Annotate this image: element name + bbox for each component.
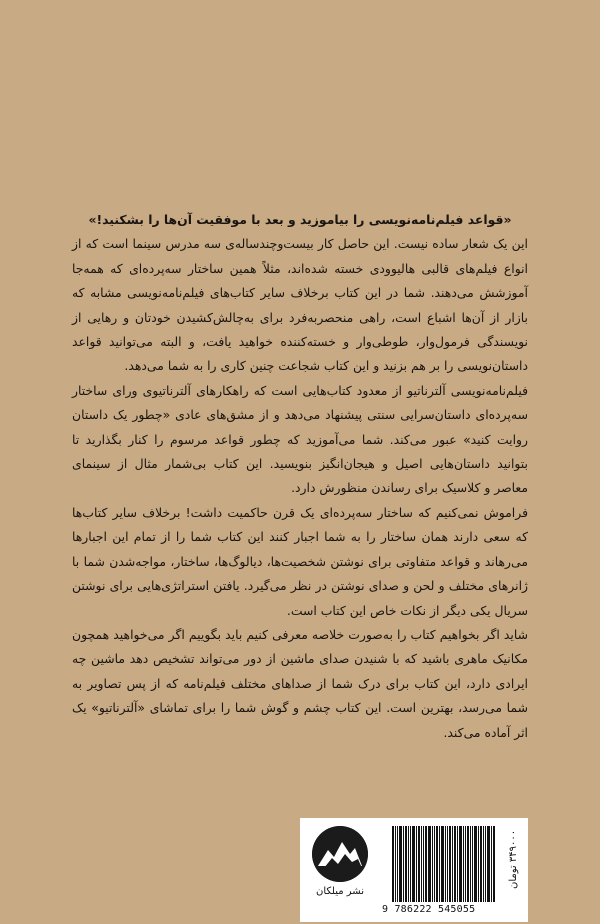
paragraph-4: شاید اگر بخواهیم کتاب را به‌صورت خلاصه معرفی کنیم باید بگوییم اگر می‌خواهید همچون مکانیک ماهری باشید که با شنیدن صدای ماشین از دور می‌تواند تشخیص دهد ماشین چه ایرادی دارد، این کتاب برای درک شما از صداهای مختلف فیلم‌نامه که از پس تصاویر به شما می‌رسد، بهترین است. این کتاب چشم و گوش شما را برای تماشای «آلترناتیو» یک اثر آماده می‌کند. [72, 626, 528, 740]
back-cover-text [72, 208, 528, 745]
publisher-barcode-panel [300, 818, 528, 922]
isbn-number: 9 786222 545055 [382, 904, 476, 915]
barcode [392, 826, 504, 902]
paragraph-2: فیلم‌نامه‌نویسی آلترناتیو از معدود کتاب‌هایی است که راهکارهای آلترناتیوی ورای ساختار سه‌پرده‌ای داستان‌سرایی سنتی پیشنهاد می‌دهد و از مشق‌های عادی «چطور یک داستان روایت کنید» عبور می‌کند. شما می‌آموزید که چطور قواعد مرسوم را کنار بگذارید تا بتوانید داستان‌هایی اصیل و هیجان‌انگیز بنویسید. این کتاب بی‌شمار مثال از سینمای معاصر و کلاسیک برای رساندن منظورش دارد. [72, 382, 528, 496]
paragraph-3: فراموش نمی‌کنیم که ساختار سه‌پرده‌ای یک قرن حاکمیت داشت! برخلاف سایر کتاب‌ها که سعی دارند همان ساختار را به شما اجبار کنند این کتاب شما را از تمام این اجبارها می‌رهاند و قواعد متفاوتی برای نوشتن شخصیت‌ها، دیالوگ‌ها، ساختار، مواجه‌شدن شما با ژانرهای مختلف و لحن و صدای نوشتن در نظر می‌گیرد. یافتن استراتژی‌هایی برای نوشتن سریال یکی دیگر از نکات خاص این کتاب است. [72, 504, 528, 618]
publisher-name: نشر میلکان [316, 886, 364, 897]
headline: «قواعد فیلم‌نامه‌نویسی را بیاموزید و بعد با موفقیت آن‌ها را بشکنید!» [88, 212, 512, 227]
price-label: ۳۴۹۰۰۰ تومان [508, 830, 519, 890]
publisher-logo [312, 826, 368, 882]
mountain-logo-icon [312, 826, 368, 882]
paragraph-1: این یک شعار ساده نیست. این حاصل کار بیست‌وچندساله‌ی سه مدرس سینما است که از انواع فیلم‌های قالبی هالیوودی خسته شده‌اند، مثلاً همین ساختار سه‌پرده‌ای که همه‌جا آموزشش می‌دهند. شما در این کتاب برخلاف سایر کتاب‌های فیلم‌نامه‌نویسی مشابه که بازار از آن‌ها اشباع است، راهی منحصربه‌فرد برای به‌چالش‌کشیدن خودتان و رهایی از نویسندگی فرمول‌وار، طوطی‌وار و خسته‌کننده خواهید یافت، و البته می‌توانید قواعد داستان‌نویسی را بر هم بزنید و این کتاب شجاعت چنین کاری را به شما می‌دهد. [72, 236, 528, 374]
